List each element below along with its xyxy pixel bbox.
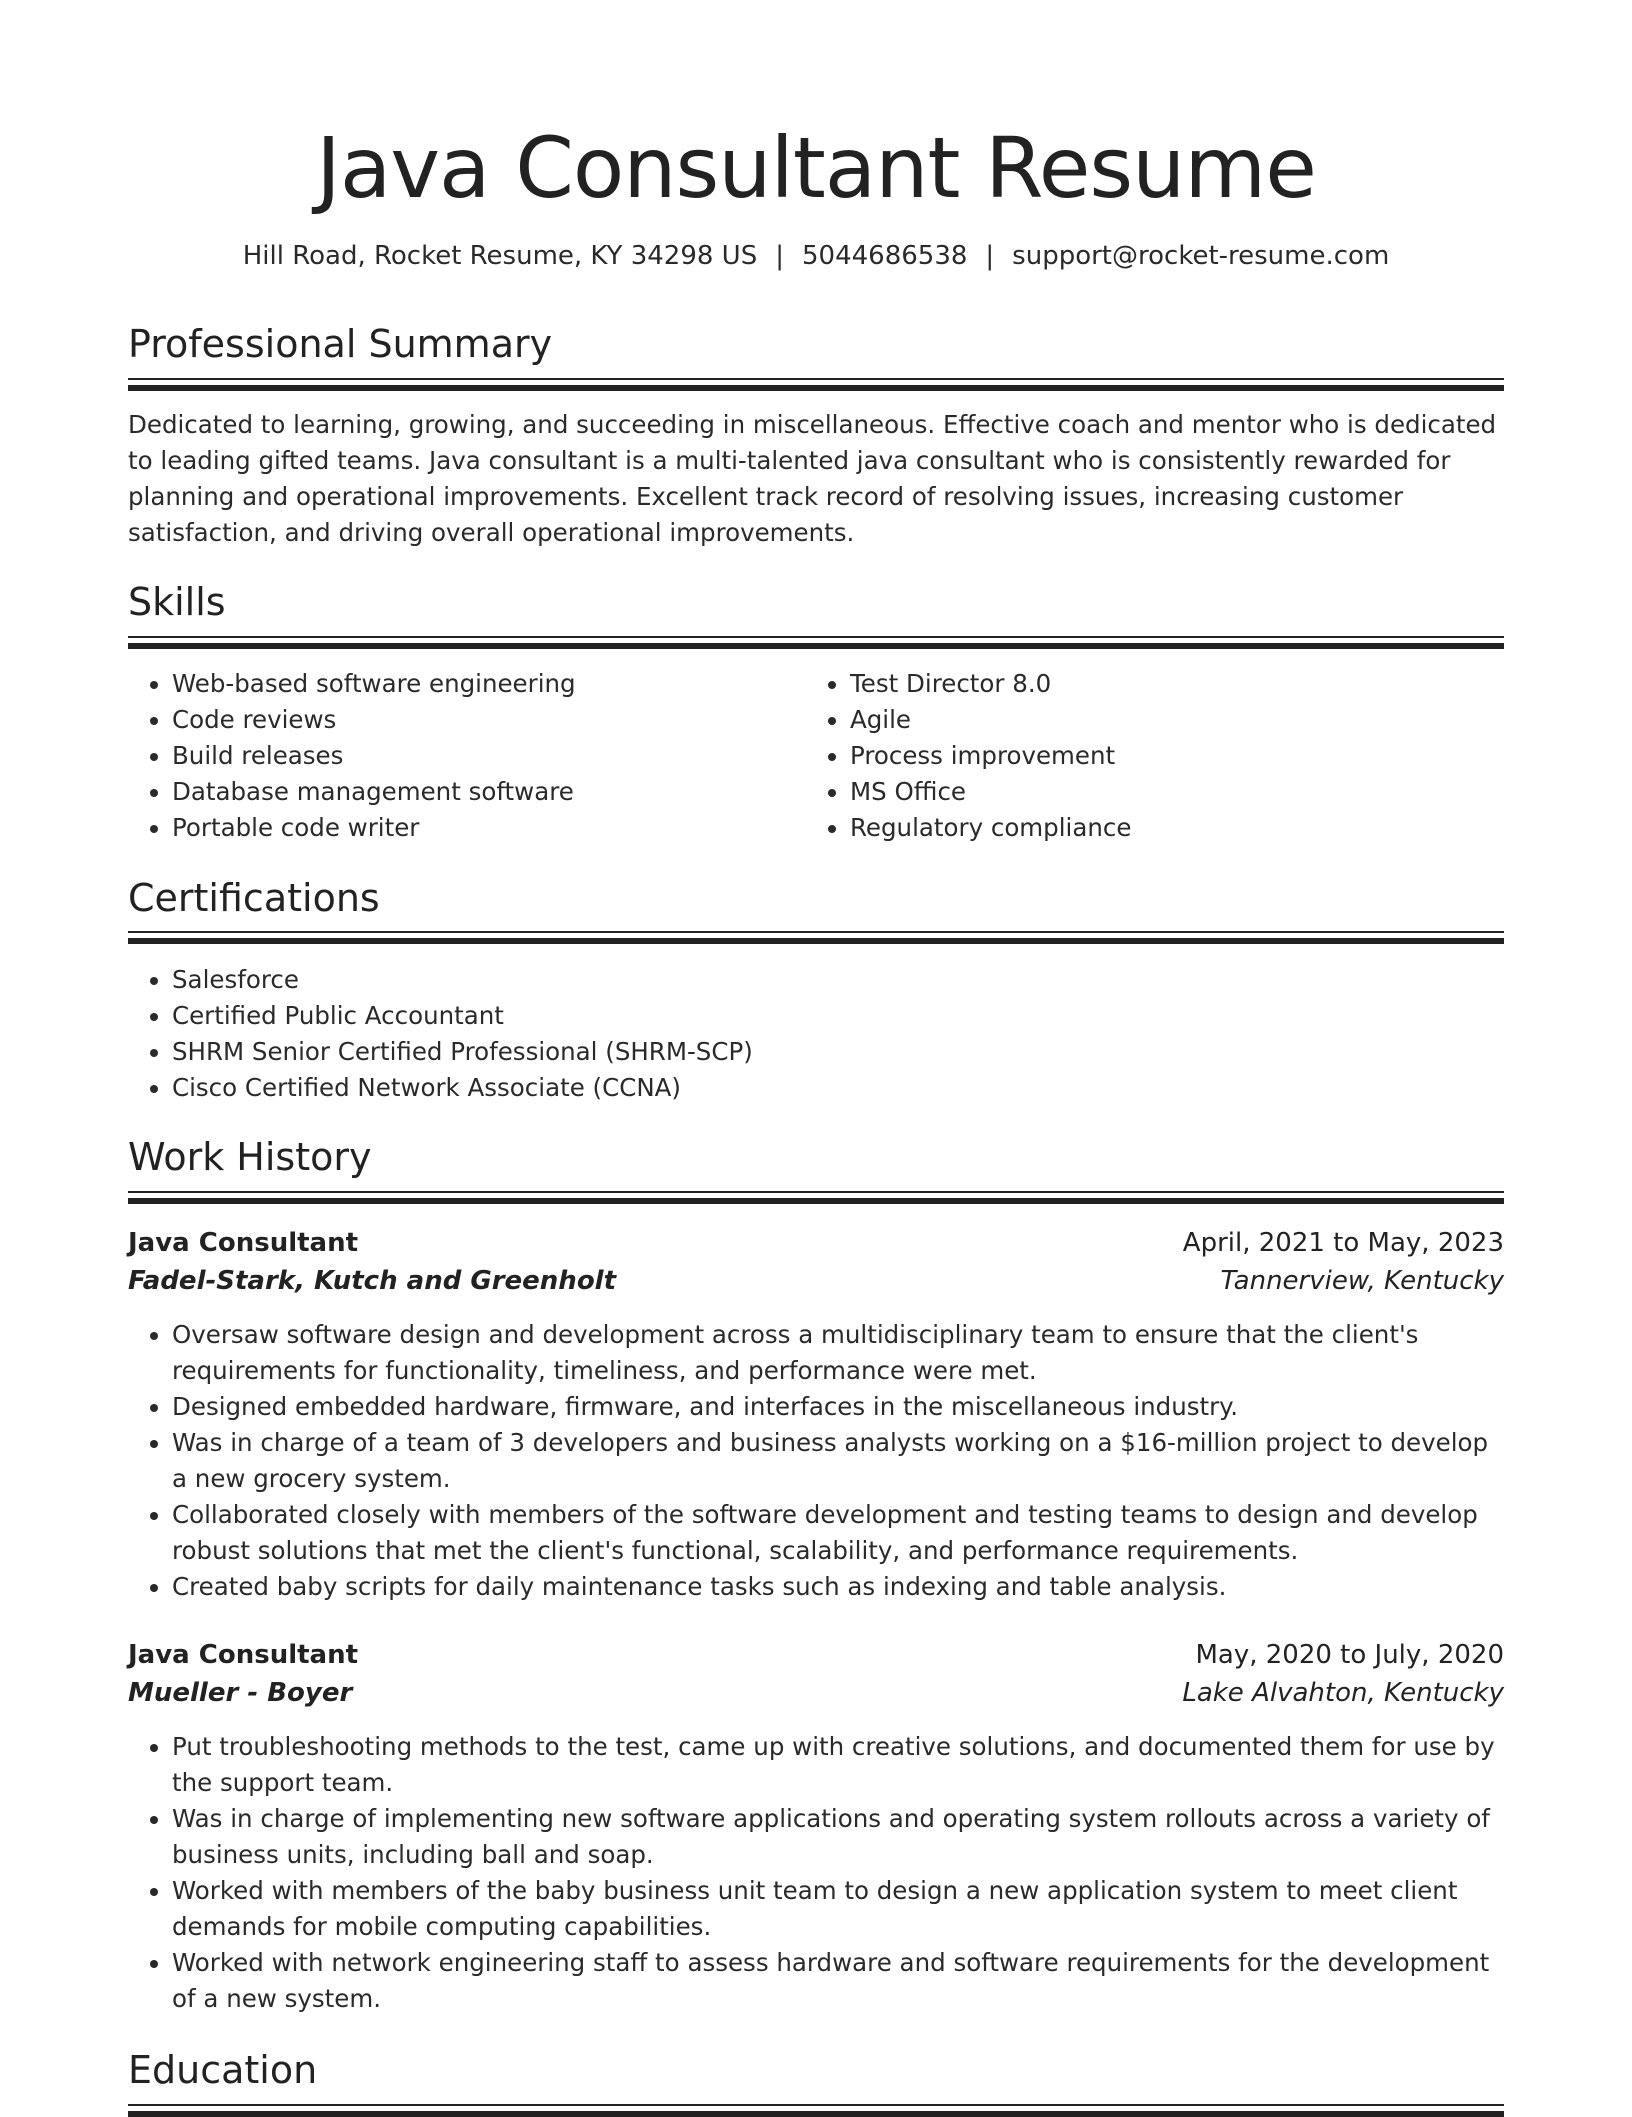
skill-item: • Regulatory compliance [850,810,1490,846]
skill-item: • MS Office [850,774,1490,810]
work-history-heading: Work History [128,1135,372,1179]
job-bullet: • Collaborated closely with members of the software development and testing teams to design and develop robust solutions that met the client's functional, scalability, and performance requirements. [172,1497,1504,1569]
skill-item: • Process improvement [850,738,1490,774]
education-heading: Education [128,2048,318,2092]
certifications-heading: Certifications [128,876,380,920]
certification-item: • Cisco Certified Network Associate (CCNA) [172,1070,1502,1106]
certification-item: • Salesforce [172,962,1502,998]
skill-item: • Test Director 8.0 [850,666,1490,702]
contact-line [128,236,1504,276]
skills-heading: Skills [128,580,226,624]
job-header [128,1224,1504,1262]
skill-item: • Web-based software engineering [172,666,802,702]
contact-separator: | [775,241,784,271]
job-bullet: • Put troubleshooting methods to the test, came up with creative solutions, and documented them for use by the support team. [172,1729,1504,1801]
section-divider [128,636,1504,648]
certification-item: • Certified Public Accountant [172,998,1502,1034]
job-header [128,1636,1504,1674]
job-bullet: • Worked with network engineering staff to assess hardware and software requirements for the development of a new system. [172,1945,1504,2017]
skills-list-right [806,666,1490,846]
job-bullet: • Oversaw software design and development across a multidisciplinary team to ensure that the client's requirements for functionality, timeliness, and performance were met. [172,1317,1504,1389]
job-location: Tannerview, Kentucky [1220,1266,1504,1296]
skill-item: • Portable code writer [172,810,802,846]
summary-text: Dedicated to learning, growing, and succeeding in miscellaneous. Effective coach and mentor who is dedicated to leading gifted teams. Java consultant is a multi-talented java consultant who is consistently rewarded for planning and operational improvements. Excellent track record of resolving issues, increasing customer satisfaction, and driving overall operational improvements. [128,410,1497,547]
job-location: Lake Alvahton, Kentucky [1182,1678,1504,1708]
summary-heading: Professional Summary [128,322,553,366]
job-bullet: • Was in charge of a team of 3 developers and business analysts working on a $16-million project to develop a new grocery system. [172,1425,1504,1497]
skill-item: • Code reviews [172,702,802,738]
skill-item: • Database management software [172,774,802,810]
resume-title: Java Consultant Resume [316,119,1316,217]
job-bullets [128,1317,1504,1605]
job-subheader [128,1674,1504,1712]
job-bullet: • Was in charge of implementing new software applications and operating system rollouts across a variety of business units, including ball and soap. [172,1801,1504,1873]
job-bullet: • Created baby scripts for daily maintenance tasks such as indexing and table analysis. [172,1569,1504,1605]
contact-separator: | [985,241,995,271]
job-title: Java Consultant [128,1640,359,1670]
job-dates: April, 2021 to May, 2023 [1182,1228,1504,1258]
job-bullet: • Worked with members of the baby business unit team to design a new application system to meet client demands for mobile computing capabilities. [172,1873,1504,1945]
job-company: Mueller - Boyer [128,1678,353,1708]
contact-email: support@rocket-resume.com [1012,241,1390,271]
section-divider [128,931,1504,943]
job-dates: May, 2020 to July, 2020 [1195,1640,1504,1670]
skill-item: • Agile [850,702,1490,738]
certifications-list [128,962,1502,1106]
skill-item: • Build releases [172,738,802,774]
contact-phone: 5044686538 [801,241,968,271]
job-bullet: • Designed embedded hardware, firmware, and interfaces in the miscellaneous industry. [172,1389,1504,1425]
job-company: Fadel-Stark, Kutch and Greenholt [128,1266,617,1296]
contact-address: Hill Road, Rocket Resume, KY 34298 US [242,241,758,271]
certification-item: • SHRM Senior Certified Professional (SHRM-SCP) [172,1034,1502,1070]
section-divider [128,2104,1504,2116]
section-divider [128,378,1504,390]
section-divider [128,1191,1504,1203]
job-title: Java Consultant [128,1228,359,1258]
skills-list-left [128,666,802,846]
job-subheader [128,1262,1504,1300]
job-bullets [128,1729,1504,2017]
